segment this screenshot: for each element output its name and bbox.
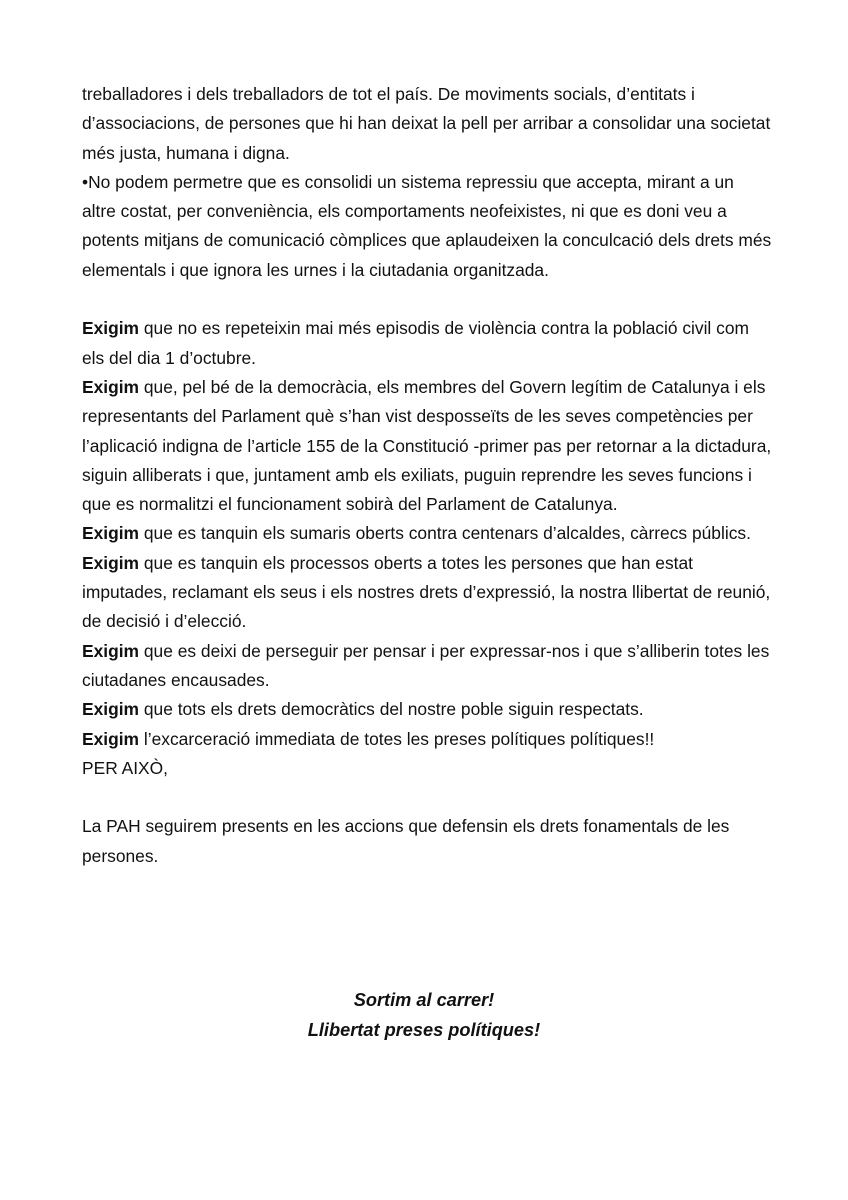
demand-text: que es tanquin els processos oberts a totes les persones que han estat imputades, reclamant els seus i els nostres drets d’expressió, la nostra llibertat de reunió, de decisió i d’elecció. — [82, 552, 771, 632]
document-body — [82, 80, 772, 871]
demand-text: que es deixi de perseguir per pensar i per expressar-nos i que s’alliberin totes les ciutadanes encausades. — [82, 640, 770, 690]
demand-keyword: Exigim — [82, 728, 140, 749]
demand-paragraph — [82, 695, 772, 724]
demand-text: que, pel bé de la democràcia, els membres del Govern legítim de Catalunya i els representants del Parlament què s’han vist desposseïts de les seves competències per l’aplicació indigna de l’article 155 de la Constitució -primer pas per retornar a la dictadura, siguin alliberats i que, juntament amb els exiliats, puguin reprendre les seves funcions i que es normalitzi el funcionament sobirà del Parlament de Catalunya. — [82, 376, 772, 515]
closing-slogan-2: Llibertat preses polítiques! — [307, 1020, 541, 1040]
demand-paragraph — [82, 519, 772, 548]
closing-slogans — [0, 985, 848, 1045]
closing-slogan-1: Sortim al carrer! — [353, 990, 495, 1010]
demand-paragraph — [82, 637, 772, 696]
demand-text: que es tanquin els sumaris oberts contra centenars d’alcaldes, càrrecs públics. — [139, 523, 751, 544]
demand-text: que tots els drets democràtics del nostre poble siguin respectats. — [139, 699, 644, 720]
demand-paragraph — [82, 549, 772, 637]
paragraph-gap — [82, 285, 772, 314]
demand-keyword: Exigim — [82, 523, 140, 544]
demand-keyword: Exigim — [82, 376, 140, 397]
demand-paragraph — [82, 725, 772, 754]
demand-keyword: Exigim — [82, 318, 140, 339]
pah-statement: La PAH seguirem presents en les accions que defensin els drets fonamentals de les persones. — [82, 816, 730, 866]
demand-keyword: Exigim — [82, 699, 140, 720]
demand-keyword: Exigim — [82, 552, 140, 573]
demand-paragraph — [82, 314, 772, 373]
demand-text: que no es repeteixin mai més episodis de violència contra la població civil com els del dia 1 d’octubre. — [82, 318, 749, 368]
opening-paragraph: treballadores i dels treballadors de tot el país. De moviments socials, d’entitats i d’associacions, de persones que hi han deixat la pell per arribar a consolidar una societat més justa, humana i digna. — [82, 84, 771, 163]
paragraph-gap — [82, 783, 772, 812]
bullet-paragraph: •No podem permetre que es consolidi un sistema repressiu que accepta, mirant a un altre costat, per conveniència, els comportaments neofeixistes, ni que es doni veu a potents mitjans de comunicació còmplices que aplaudeixen la conculcació dels drets més elementals i que ignora les urnes i la ciutadania organitzada. — [82, 171, 772, 280]
demand-paragraph — [82, 373, 772, 519]
demand-text: l’excarceració immediata de totes les preses polítiques polítiques!! — [139, 728, 655, 749]
per-aixo-line: PER AIXÒ, — [82, 757, 169, 778]
demand-keyword: Exigim — [82, 640, 140, 661]
